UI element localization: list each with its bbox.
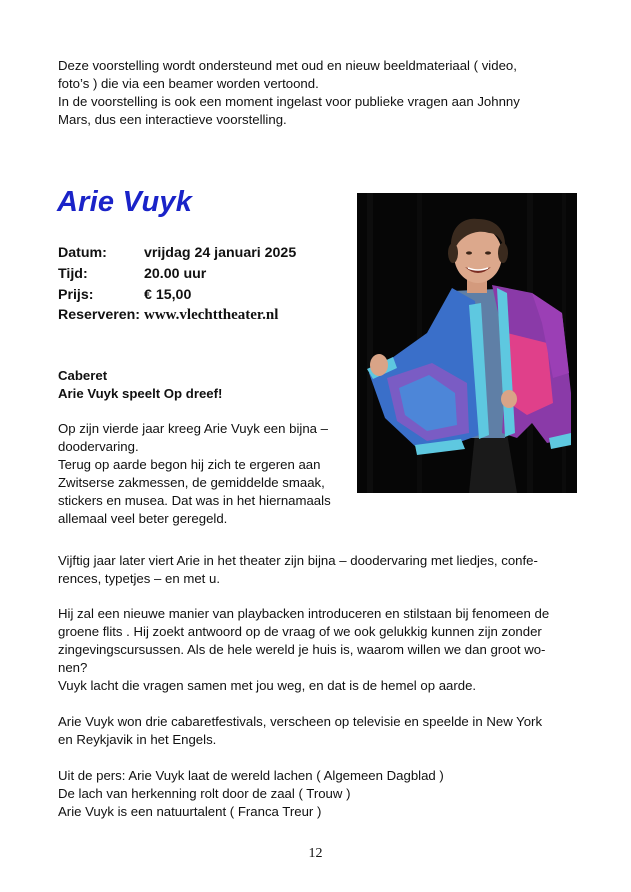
- genre-label: Caberet: [58, 368, 108, 383]
- page-number: 12: [308, 846, 323, 861]
- reserve-label: Reserveren:: [58, 307, 141, 323]
- time-label: Tijd:: [58, 266, 88, 282]
- info-row-price: [58, 285, 191, 306]
- performer-photo: [357, 193, 577, 493]
- info-row-time: [58, 264, 206, 285]
- time-value: 20.00 uur: [144, 266, 207, 282]
- reserve-link[interactable]: www.vlechttheater.nl: [144, 307, 279, 323]
- description-paragraph: Hij zal een nieuwe manier van playbacken introduceren en stilstaan bij fenomeen de groene flits . Hij zoekt antwoord op de vraag of we ook gelukkig kunnen zijn zonder zingevingscursussen. Als de hele wereld je huis is, waarom willen we dan groot wo- nen? Vuyk lacht die vragen samen met jou weg, en dat is de hemel op aarde.: [58, 606, 550, 693]
- press-quotes: Uit de pers: Arie Vuyk laat de wereld lachen ( Algemeen Dagblad ) De lach van herkenning rolt door de zaal ( Trouw ) Arie Vuyk is een natuurtalent ( Franca Treur ): [58, 768, 444, 819]
- date-value: vrijdag 24 januari 2025: [144, 245, 297, 261]
- info-row-reserve: [58, 305, 278, 326]
- price-label: Prijs:: [58, 287, 94, 303]
- intro-paragraph: Deze voorstelling wordt ondersteund met oud en nieuw beeldmateriaal ( video, foto’s ) die via een beamer worden vertoond. In de voorstelling is ook een moment ingelast voor publieke vragen aan Johnny Mars, dus een interactieve voorstelling.: [58, 58, 520, 127]
- description-paragraph: Vijftig jaar later viert Arie in het theater zijn bijna – doodervaring met liedjes, confe- rences, typetjes – en met u.: [58, 553, 538, 586]
- price-value: € 15,00: [144, 287, 192, 303]
- performer-photo-illustration: [357, 193, 577, 493]
- description-paragraph: Op zijn vierde jaar kreeg Arie Vuyk een bijna – doodervaring. Terug op aarde begon hij zich te ergeren aan Zwitserse zakmessen, de gemiddelde smaak, stickers en musea. Dat was in het hiernamaals allemaal veel beter geregeld.: [58, 421, 331, 526]
- description-paragraph: Arie Vuyk won drie cabaretfestivals, verscheen op televisie en speelde in New York en Reykjavik in het Engels.: [58, 714, 543, 747]
- date-label: Datum:: [58, 245, 107, 261]
- show-subtitle: Arie Vuyk speelt Op dreef!: [58, 386, 223, 401]
- info-row-date: [58, 243, 296, 264]
- performer-title: Arie Vuyk: [57, 186, 193, 218]
